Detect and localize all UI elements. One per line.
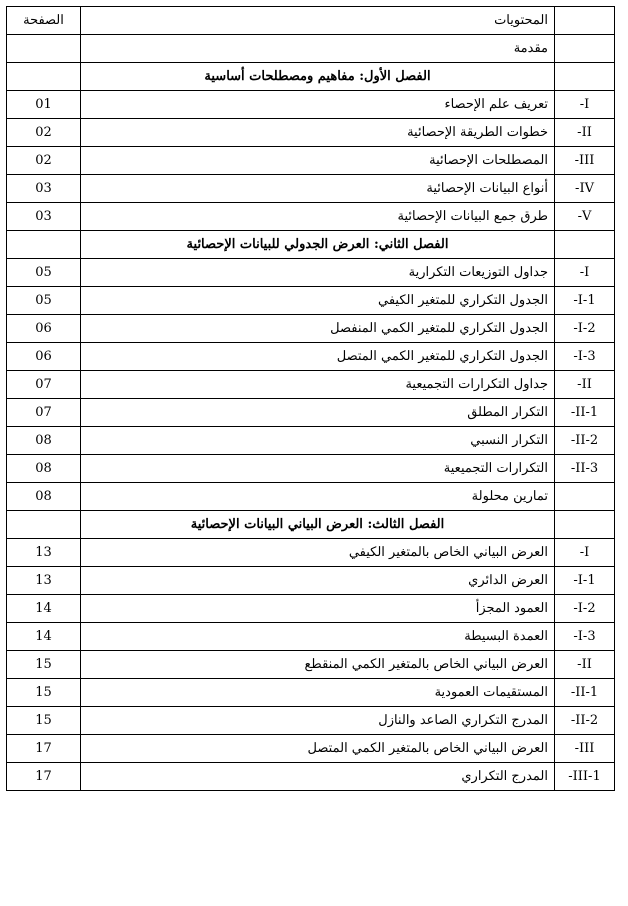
item-number: I-3- [555, 623, 615, 651]
item-title: المدرج التكراري الصاعد والنازل [81, 707, 555, 735]
page-number: 03 [7, 175, 81, 203]
header-contents-label: المحتويات [81, 7, 555, 35]
page-number: 13 [7, 567, 81, 595]
item-number [555, 35, 615, 63]
page-number: 15 [7, 707, 81, 735]
item-number [555, 483, 615, 511]
item-number: II- [555, 651, 615, 679]
header-row [7, 7, 615, 35]
toc-body [7, 7, 615, 791]
item-number: I- [555, 91, 615, 119]
page-number: 07 [7, 371, 81, 399]
section-row [7, 35, 615, 63]
item-number: II-1- [555, 679, 615, 707]
chapter-title: الفصل الأول: مفاهيم ومصطلحات أساسية [81, 63, 555, 91]
toc-row [7, 623, 615, 651]
item-title: الجدول التكراري للمتغير الكمي المنفصل [81, 315, 555, 343]
toc-row [7, 371, 615, 399]
page-number: 06 [7, 315, 81, 343]
item-number: II-1- [555, 399, 615, 427]
chapter-row [7, 63, 615, 91]
page-number: 05 [7, 259, 81, 287]
item-number: IV- [555, 175, 615, 203]
item-title: تمارين محلولة [81, 483, 555, 511]
chapter-row [7, 511, 615, 539]
item-title: التكرار النسبي [81, 427, 555, 455]
item-number: III-1- [555, 763, 615, 791]
page-number: 03 [7, 203, 81, 231]
header-number-cell [555, 7, 615, 35]
toc-row [7, 455, 615, 483]
toc-row [7, 567, 615, 595]
item-title: خطوات الطريقة الإحصائية [81, 119, 555, 147]
toc-row [7, 91, 615, 119]
item-title: المدرج التكراري [81, 763, 555, 791]
item-title: العرض البياني الخاص بالمتغير الكمي المنقطع [81, 651, 555, 679]
item-number: I-2- [555, 315, 615, 343]
item-title: مقدمة [81, 35, 555, 63]
item-number: III- [555, 147, 615, 175]
item-number: I-3- [555, 343, 615, 371]
item-number: II- [555, 119, 615, 147]
item-number: I- [555, 539, 615, 567]
toc-row [7, 539, 615, 567]
item-number: II- [555, 371, 615, 399]
toc-row [7, 203, 615, 231]
item-title: أنواع البيانات الإحصائية [81, 175, 555, 203]
page-number: 17 [7, 763, 81, 791]
page-number: 08 [7, 483, 81, 511]
item-title: العمود المجزأ [81, 595, 555, 623]
toc-row [7, 651, 615, 679]
page-number: 17 [7, 735, 81, 763]
toc-row [7, 343, 615, 371]
item-title: جداول التوزيعات التكرارية [81, 259, 555, 287]
toc-row [7, 399, 615, 427]
page-number: 13 [7, 539, 81, 567]
page-cell [7, 511, 81, 539]
header-page-label: الصفحة [7, 7, 81, 35]
page-number: 08 [7, 455, 81, 483]
page-number: 15 [7, 679, 81, 707]
chapter-row [7, 231, 615, 259]
item-title: المستقيمات العمودية [81, 679, 555, 707]
page-number [7, 35, 81, 63]
number-cell [555, 63, 615, 91]
toc-row [7, 287, 615, 315]
item-title: المصطلحات الإحصائية [81, 147, 555, 175]
item-number: I-1- [555, 287, 615, 315]
page-number: 15 [7, 651, 81, 679]
table-of-contents [6, 6, 615, 791]
page-number: 14 [7, 623, 81, 651]
item-number: I- [555, 259, 615, 287]
item-title: العرض البياني الخاص بالمتغير الكيفي [81, 539, 555, 567]
toc-row [7, 175, 615, 203]
number-cell [555, 231, 615, 259]
item-number: II-2- [555, 427, 615, 455]
item-title: العرض الدائري [81, 567, 555, 595]
chapter-title: الفصل الثالث: العرض البياني البيانات الإحصائية [81, 511, 555, 539]
toc-row [7, 595, 615, 623]
page-cell [7, 231, 81, 259]
item-title: العرض البياني الخاص بالمتغير الكمي المتصل [81, 735, 555, 763]
page-number: 07 [7, 399, 81, 427]
toc-row [7, 427, 615, 455]
item-number: II-3- [555, 455, 615, 483]
item-number: II-2- [555, 707, 615, 735]
number-cell [555, 511, 615, 539]
item-title: طرق جمع البيانات الإحصائية [81, 203, 555, 231]
page-number: 06 [7, 343, 81, 371]
chapter-title: الفصل الثاني: العرض الجدولي للبيانات الإحصائية [81, 231, 555, 259]
item-title: التكرار المطلق [81, 399, 555, 427]
toc-row [7, 763, 615, 791]
item-number: I-2- [555, 595, 615, 623]
page-number: 02 [7, 119, 81, 147]
page-cell [7, 63, 81, 91]
section-row [7, 483, 615, 511]
toc-row [7, 679, 615, 707]
item-number: III- [555, 735, 615, 763]
toc-row [7, 119, 615, 147]
item-title: التكرارات التجميعية [81, 455, 555, 483]
toc-row [7, 707, 615, 735]
toc-row [7, 259, 615, 287]
page-number: 08 [7, 427, 81, 455]
item-title: الجدول التكراري للمتغير الكمي المتصل [81, 343, 555, 371]
item-number: I-1- [555, 567, 615, 595]
page-number: 01 [7, 91, 81, 119]
page-number: 14 [7, 595, 81, 623]
item-number: V- [555, 203, 615, 231]
page-number: 02 [7, 147, 81, 175]
item-title: الجدول التكراري للمتغير الكيفي [81, 287, 555, 315]
toc-row [7, 735, 615, 763]
item-title: العمدة البسيطة [81, 623, 555, 651]
item-title: جداول التكرارات التجميعية [81, 371, 555, 399]
toc-row [7, 315, 615, 343]
item-title: تعريف علم الإحصاء [81, 91, 555, 119]
page-number: 05 [7, 287, 81, 315]
toc-row [7, 147, 615, 175]
